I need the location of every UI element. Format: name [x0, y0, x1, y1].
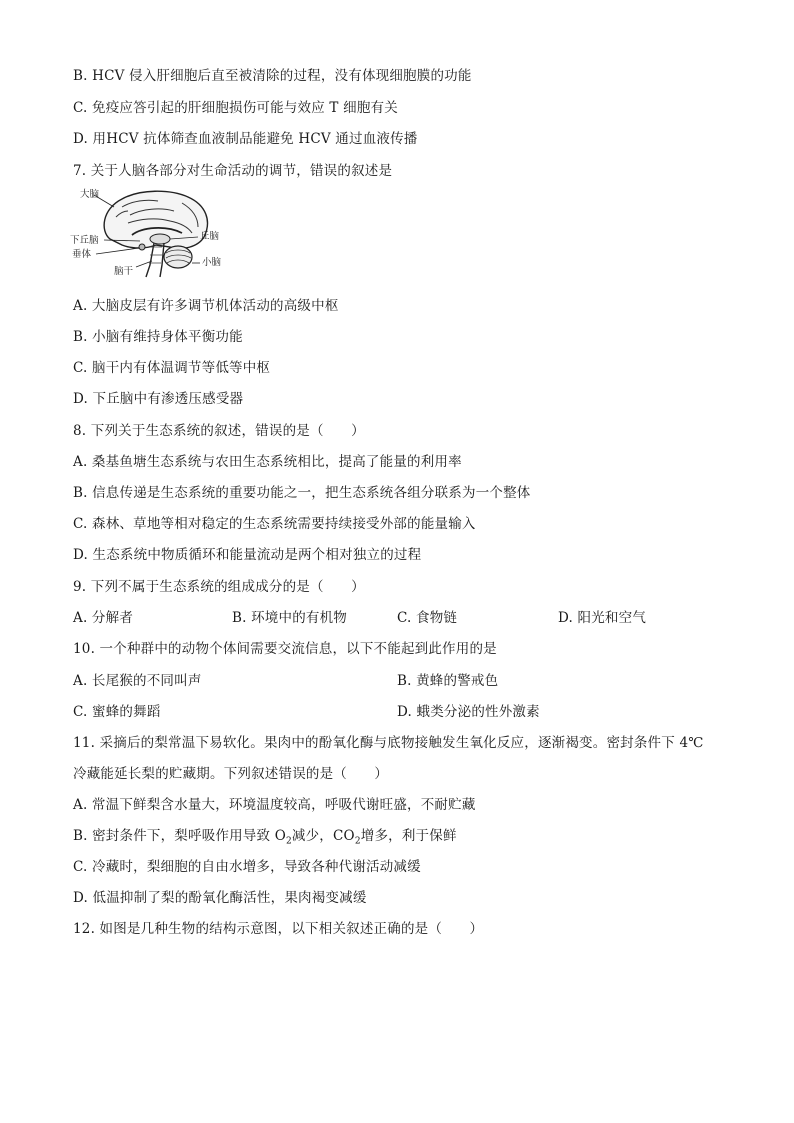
- q11-option-a: A. 常温下鲜梨含水量大，环境温度较高，呼吸代谢旺盛，不耐贮藏: [73, 797, 476, 813]
- q11-option-b: [73, 827, 457, 845]
- co2-subscript: 2: [354, 836, 361, 847]
- label-cerebrum: 大脑: [80, 189, 100, 200]
- brain-diagram: [70, 187, 230, 279]
- q8-option-a: A. 桑基鱼塘生态系统与农田生态系统相比，提高了能量的利用率: [73, 454, 462, 470]
- q10-option-c: C. 蜜蜂的舞蹈: [73, 704, 161, 720]
- q6-option-c: C. 免疫应答引起的肝细胞损伤可能与效应 T 细胞有关: [73, 100, 398, 116]
- q10-option-d: D. 蛾类分泌的性外激素: [397, 704, 540, 720]
- q8-option-c: C. 森林、草地等相对稳定的生态系统需要持续接受外部的能量输入: [73, 516, 476, 532]
- q8-option-d: D. 生态系统中物质循环和能量流动是两个相对独立的过程: [73, 547, 422, 563]
- label-brainstem: 脑干: [114, 266, 134, 277]
- q11-option-b-mid: 减少，CO: [291, 828, 355, 844]
- q11-stem-line1: 11. 采摘后的梨常温下易软化。果肉中的酚氧化酶与底物接触发生氧化反应，逐渐褐变。密封条件下 4℃: [73, 735, 704, 751]
- label-hypothalamus: 下丘脑: [70, 235, 99, 246]
- q10-option-b: B. 黄蜂的警戒色: [397, 673, 499, 689]
- q8-stem: 8. 下列关于生态系统的叙述，错误的是（ ）: [73, 423, 365, 439]
- q9-option-a: A. 分解者: [73, 610, 134, 626]
- q7-option-b: B. 小脑有维持身体平衡功能: [73, 329, 243, 345]
- q11-option-b-post: 增多，利于保鲜: [360, 828, 457, 844]
- q7-option-d: D. 下丘脑中有渗透压感受器: [73, 391, 244, 407]
- q9-stem: 9. 下列不属于生态系统的组成成分的是（ ）: [73, 579, 365, 595]
- q9-option-b: B. 环境中的有机物: [232, 610, 348, 626]
- label-cerebellum: 小脑: [202, 257, 222, 268]
- label-thalamus: 丘脑: [200, 231, 220, 242]
- q12-stem: 12. 如图是几种生物的结构示意图，以下相关叙述正确的是（ ）: [73, 921, 484, 937]
- q11-option-b-pre: B. 密封条件下，梨呼吸作用导致 O: [73, 828, 286, 844]
- q6-option-d: D. 用HCV 抗体筛查血液制品能避免 HCV 通过血液传播: [73, 131, 418, 147]
- q9-option-d: D. 阳光和空气: [558, 610, 647, 626]
- q7-option-a: A. 大脑皮层有许多调节机体活动的高级中枢: [73, 298, 339, 314]
- q8-option-b: B. 信息传递是生态系统的重要功能之一，把生态系统各组分联系为一个整体: [73, 485, 531, 501]
- q10-option-a: A. 长尾猴的不同叫声: [73, 673, 202, 689]
- q6-option-b: B. HCV 侵入肝细胞后直至被清除的过程，没有体现细胞膜的功能: [73, 68, 472, 84]
- q11-option-d: D. 低温抑制了梨的酚氧化酶活性，果肉褐变减缓: [73, 890, 367, 906]
- q7-stem: 7. 关于人脑各部分对生命活动的调节，错误的叙述是: [73, 163, 393, 179]
- label-pituitary: 垂体: [72, 249, 92, 260]
- q10-stem: 10. 一个种群中的动物个体间需要交流信息，以下不能起到此作用的是: [73, 641, 497, 657]
- q11-option-c: C. 冷藏时，梨细胞的自由水增多，导致各种代谢活动减缓: [73, 859, 421, 875]
- q9-option-c: C. 食物链: [397, 610, 458, 626]
- o2-subscript: 2: [285, 836, 292, 847]
- q11-stem-line2: 冷藏能延长梨的贮藏期。下列叙述错误的是（ ）: [73, 766, 389, 782]
- q7-option-c: C. 脑干内有体温调节等低等中枢: [73, 360, 271, 376]
